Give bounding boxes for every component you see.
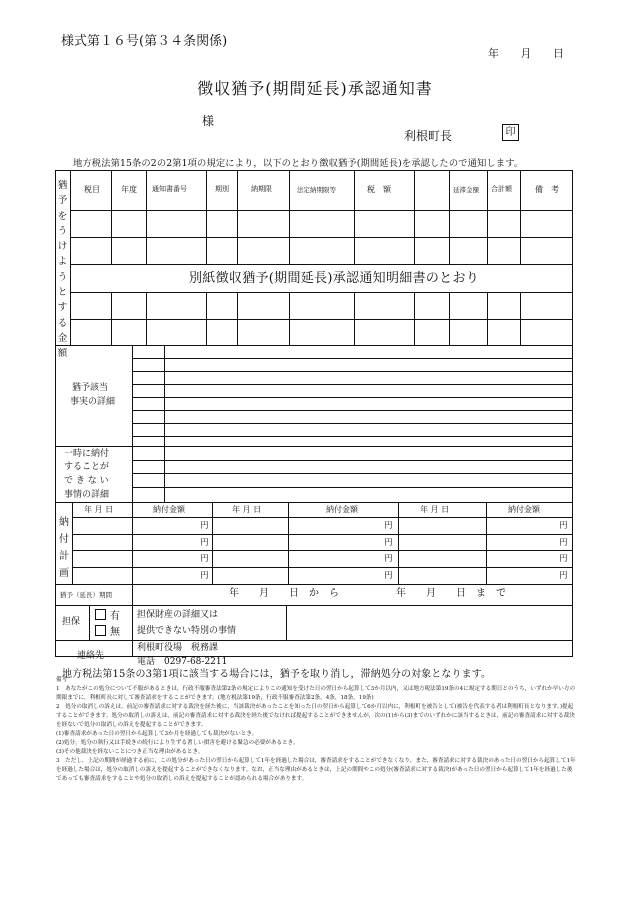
inability-label-4: 事情の詳細 (64, 490, 110, 500)
collateral-yes-option[interactable]: 有 (95, 609, 120, 622)
period-to: 年 月 日 ま で (396, 588, 506, 599)
plan-col-amount-2: 納付金額 (326, 505, 358, 514)
plan-col-amount-1: 納付金額 (153, 505, 185, 514)
col-notice-number: 通知書番号 (152, 185, 187, 193)
note-2-2: (2)処分，処分の執行又は手続きの続行により生ずる著しい損害を避ける緊急の必要があるとき。 (56, 740, 299, 746)
collateral-no-option[interactable]: 無 (95, 625, 120, 638)
payment-plan-label: 納 付 計 画 (59, 517, 69, 579)
addressee-honorific: 様 (202, 114, 215, 128)
contact-phone: 電話 0297-68-2211 (137, 657, 228, 667)
yen-mark: 円 (559, 538, 568, 548)
form-number: 様式第１６号(第３４条関係) (61, 34, 228, 49)
merged-reference-text: 別紙徴収猶予(期間延長)承認通知明細書のとおり (189, 271, 480, 286)
yen-mark: 円 (559, 554, 568, 564)
plan-col-amount-3: 納付金額 (508, 505, 540, 514)
collateral-label: 担保 (62, 617, 81, 627)
contact-label: 連絡先 (77, 651, 105, 661)
period-label: 猶予（延長）期間 (60, 591, 112, 599)
inability-label-3: で き な い (64, 476, 109, 486)
notes-section (56, 676, 576, 784)
facts-label: 猶予該当 (72, 383, 109, 393)
collateral-detail-2: 提供できない特別の事情 (137, 626, 237, 636)
inability-label-2: することが (64, 462, 110, 472)
plan-col-date-3: 年 月 日 (420, 505, 450, 514)
checkbox-no[interactable] (95, 625, 106, 636)
notes-title: 備考 (56, 677, 68, 683)
issuer-name: 利根町長 (404, 129, 453, 143)
yen-mark: 円 (200, 521, 209, 531)
col-statutory-due: 法定納期限等 (297, 186, 336, 194)
yen-mark: 円 (384, 571, 393, 581)
col-remarks: 備 考 (535, 185, 559, 194)
col-delinquency: 延滞金額 (453, 186, 479, 194)
yen-mark: 円 (559, 521, 568, 531)
col-tax-item: 税目 (84, 185, 100, 194)
facts-label-2: 事実の詳細 (70, 397, 116, 407)
seal-stamp: 印 (502, 124, 519, 141)
yen-mark: 円 (200, 571, 209, 581)
yen-mark: 円 (559, 571, 568, 581)
note-2-3: (3)その他裁決を経ないことにつき正当な理由があるとき。 (56, 749, 204, 755)
note-2-1: (1)審査請求があった日の翌日から起算して3か月を経過しても裁決がないとき。 (56, 731, 258, 737)
intro-text: 地方税法第15条の2の2第1項の規定により，以下のとおり徴収猶予(期間延長)を承認したので通知します。 (73, 158, 524, 169)
contact-office: 利根町役場 税務課 (137, 643, 219, 653)
yen-mark: 円 (200, 538, 209, 548)
plan-col-date-1: 年 月 日 (84, 505, 114, 514)
collateral-detail-1: 担保財産の詳細又は (137, 610, 219, 620)
period-from: 年 月 日 か ら (229, 588, 339, 599)
col-period: 期別 (215, 185, 229, 193)
issue-date: 年 月 日 (488, 47, 564, 60)
col-total: 合計額 (491, 185, 512, 193)
yen-mark: 円 (384, 554, 393, 564)
cancellation-warning: 地方税法第15条の3第1項に該当する場合には，猶予を取り消し，滞納処分の対象となります。 (62, 669, 492, 680)
col-fiscal-year: 年度 (121, 185, 137, 194)
note-2: 2 処分の取消しの訴えは，前記の審査請求に対する裁決を経た後に，当該裁決があったことを知った日の翌日から起算して6か月以内に，利根町を被告として(被告を代表する者は利根町長となります。)提起することができます。処分の取消しの訴えは，前記の審査請求に対する裁決を経た後でなければ提起することができませんが，次の(1)から(3)までのいずれかに該当するときは，前記の審査請求に対する裁決を経ないで処分の取消しの訴えを提起することができます。 (56, 704, 575, 728)
yen-mark: 円 (384, 538, 393, 548)
col-tax-amount: 税 額 (367, 185, 391, 194)
yen-mark: 円 (384, 521, 393, 531)
inability-label-1: 一時に納付 (64, 449, 110, 459)
amount-vertical-label: 猶 予 を う け よ う と す る 金 額 (57, 180, 68, 360)
col-due-date: 納期限 (251, 185, 272, 193)
checkbox-yes[interactable] (95, 609, 106, 620)
plan-col-date-2: 年 月 日 (232, 505, 262, 514)
note-3: 3 ただし，上記の期間が経過する前に，この処分があった日の翌日から起算して1年を経過した場合は，審査請求をすることができなくなり，また，審査請求に対する裁決のあった日の翌日から起算して1年を経過した場合は，処分の取消しの訴えを提起することができなくなります。なお，正当な理由があるときは，上記の期間やこの処分(審査請求に対する裁決)があった日の翌日から起算して1年を経過した後であっても審査請求をすることや処分の取消しの訴えを提起することが認められる場合があります。 (56, 758, 576, 782)
document-title: 徴収猶予(期間延長)承認通知書 (197, 79, 433, 98)
note-1: 1 あなたがこの処分について不服があるときは，行政不服審査法第2条の規定によりこの通知を受けた日の翌日から起算して3か月以内，又は地方税法第19条の4に規定する期日とのうち，いずれか早い方の期限までに，利根町長に対して審査請求をすることができます。(地方税法第19条，行政不服審査法第2条，4条，18条，19条) (56, 686, 576, 701)
yen-mark: 円 (200, 554, 209, 564)
